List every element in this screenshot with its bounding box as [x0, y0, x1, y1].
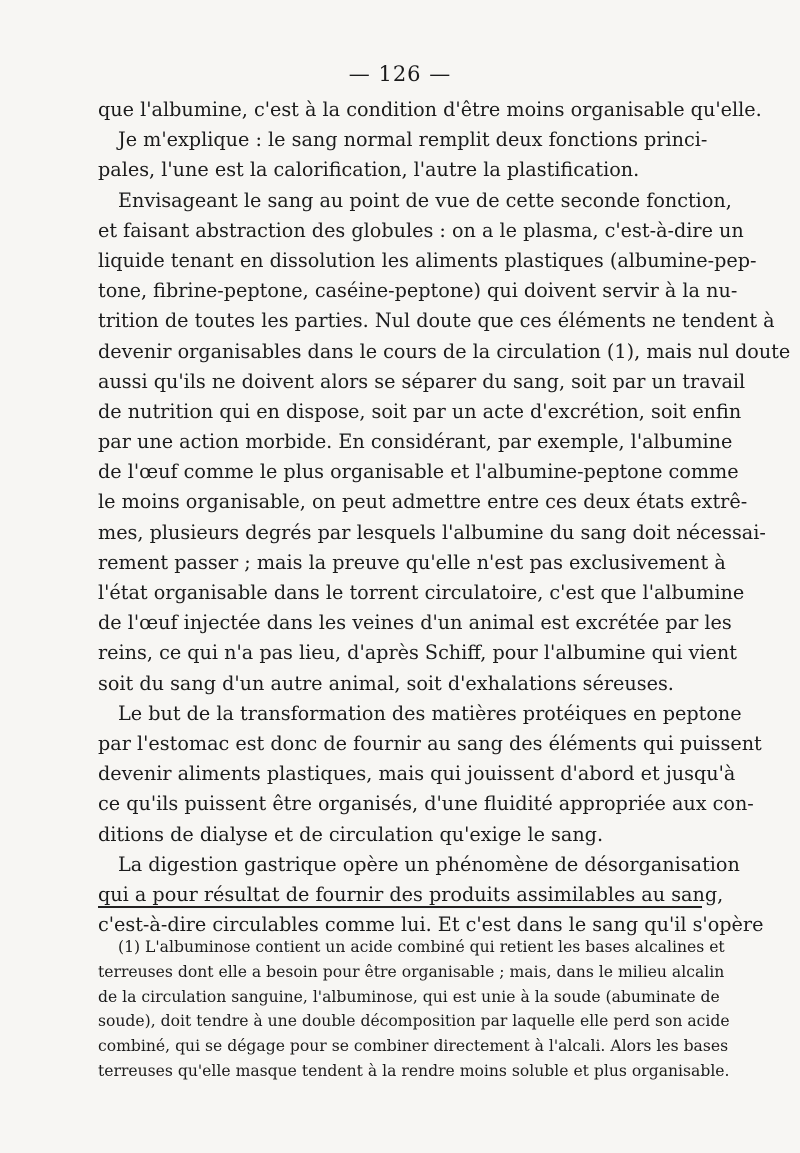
footnote-line: (1) L'albuminose contient un acide combiné qui retient les bases alcalines et	[118, 938, 725, 956]
text-line: que l'albumine, c'est à la condition d'être moins organisable qu'elle.	[98, 98, 762, 121]
page-number: — 126 —	[348, 62, 452, 86]
text-line: devenir aliments plastiques, mais qui jouissent d'abord et jusqu'à	[98, 762, 736, 786]
footnote-line: terreuses dont elle a besoin pour être organisable ; mais, dans le milieu alcalin	[98, 962, 725, 981]
text-line: aussi qu'ils ne doivent alors se séparer du sang, soit par un travail	[98, 369, 746, 393]
text-line: La digestion gastrique opère un phénomène de désorganisation	[118, 852, 740, 876]
text-line: liquide tenant en dissolution les aliments plastiques (albumine-pep-	[98, 248, 757, 272]
footnote-line: terreuses qu'elle masque tendent à la rendre moins soluble et plus organisable.	[98, 1061, 730, 1080]
text-line: de nutrition qui en dispose, soit par un acte d'excrétion, soit enfin	[98, 399, 742, 423]
text-line: et faisant abstraction des globules : on a le plasma, c'est-à-dire un	[98, 218, 744, 242]
text-line: par l'estomac est donc de fournir au sang des éléments qui puissent	[98, 731, 762, 755]
text-line: ce qu'ils puissent être organisés, d'une fluidité appropriée aux con-	[98, 792, 754, 816]
text-line: de l'œuf comme le plus organisable et l'albumine-peptone comme	[98, 460, 739, 484]
text-line: le moins organisable, on peut admettre entre ces deux états extrê-	[98, 490, 748, 514]
footnotes	[98, 935, 730, 1084]
footnote-divider	[98, 906, 702, 908]
text-line: ditions de dialyse et de circulation qu'exige le sang.	[98, 822, 604, 846]
text-line: l'état organisable dans le torrent circulatoire, c'est que l'albumine	[98, 581, 745, 604]
text-line: pales, l'une est la calorification, l'autre la plastification.	[98, 158, 640, 182]
text-line: reins, ce qui n'a pas lieu, d'après Schiff, pour l'albumine qui vient	[98, 641, 737, 665]
text-line: trition de toutes les parties. Nul doute que ces éléments ne tendent à	[98, 309, 775, 333]
text-line: par une action morbide. En considérant, par exemple, l'albumine	[98, 430, 733, 454]
text-line: devenir organisables dans le cours de la circulation (1), mais nul doute	[98, 339, 791, 363]
text-line: Je m'explique : le sang normal remplit deux fonctions princi-	[118, 128, 708, 152]
text-line: qui a pour résultat de fournir des produits assimilables au sang,	[98, 882, 724, 906]
text-line: Envisageant le sang au point de vue de cette seconde fonction,	[118, 188, 732, 212]
footnote-line: de la circulation sanguine, l'albuminose, qui est unie à la soude (abuminate de	[98, 987, 720, 1006]
text-line: tone, fibrine-peptone, caséine-peptone) qui doivent servir à la nu-	[98, 279, 738, 303]
text-line: c'est-à-dire circulables comme lui. Et c'est dans le sang qu'il s'opère	[98, 913, 764, 937]
text-line: mes, plusieurs degrés par lesquels l'albumine du sang doit nécessai-	[98, 520, 766, 544]
footnote-line: soude), doit tendre à une double décomposition par laquelle elle perd son acide	[98, 1012, 730, 1031]
text-line: de l'œuf injectée dans les veines d'un animal est excrétée par les	[98, 611, 732, 635]
text-line: Le but de la transformation des matières protéiques en peptone	[118, 701, 742, 725]
body-text	[98, 95, 791, 940]
footnote-line: combiné, qui se dégage pour se combiner directement à l'alcali. Alors les bases	[98, 1037, 729, 1056]
text-line: rement passer ; mais la preuve qu'elle n'est pas exclusivement à	[98, 550, 726, 574]
text-line: soit du sang d'un autre animal, soit d'exhalations séreuses.	[98, 671, 674, 695]
